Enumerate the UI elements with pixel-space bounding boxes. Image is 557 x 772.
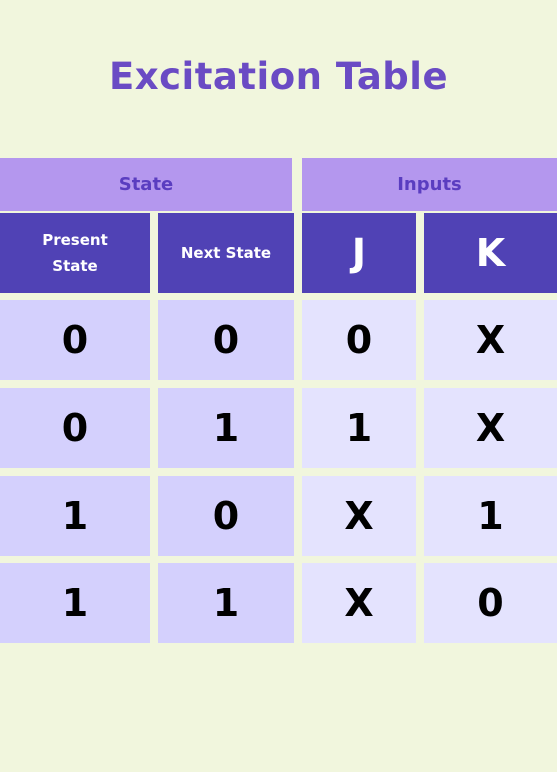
table-cell-j: 0 [302, 300, 416, 380]
column-header-present-state: Present State [0, 213, 150, 293]
table-cell-present: 0 [0, 388, 150, 468]
table-cell-present: 0 [0, 300, 150, 380]
table-cell-j: X [302, 563, 416, 643]
table-cell-present: 1 [0, 476, 150, 556]
column-header-k: K [424, 213, 557, 293]
table-cell-present: 1 [0, 563, 150, 643]
table-cell-k: X [424, 300, 557, 380]
page-title: Excitation Table [108, 55, 449, 98]
group-header-state: State [0, 158, 292, 211]
column-header-j: J [302, 213, 416, 293]
table-cell-j: X [302, 476, 416, 556]
table-cell-k: 0 [424, 563, 557, 643]
table-cell-next: 1 [158, 388, 294, 468]
table-cell-next: 0 [158, 300, 294, 380]
table-cell-k: 1 [424, 476, 557, 556]
column-header-next-state: Next State [158, 213, 294, 293]
group-header-inputs: Inputs [302, 158, 557, 211]
table-cell-j: 1 [302, 388, 416, 468]
table-cell-next: 1 [158, 563, 294, 643]
table-cell-next: 0 [158, 476, 294, 556]
table-cell-k: X [424, 388, 557, 468]
